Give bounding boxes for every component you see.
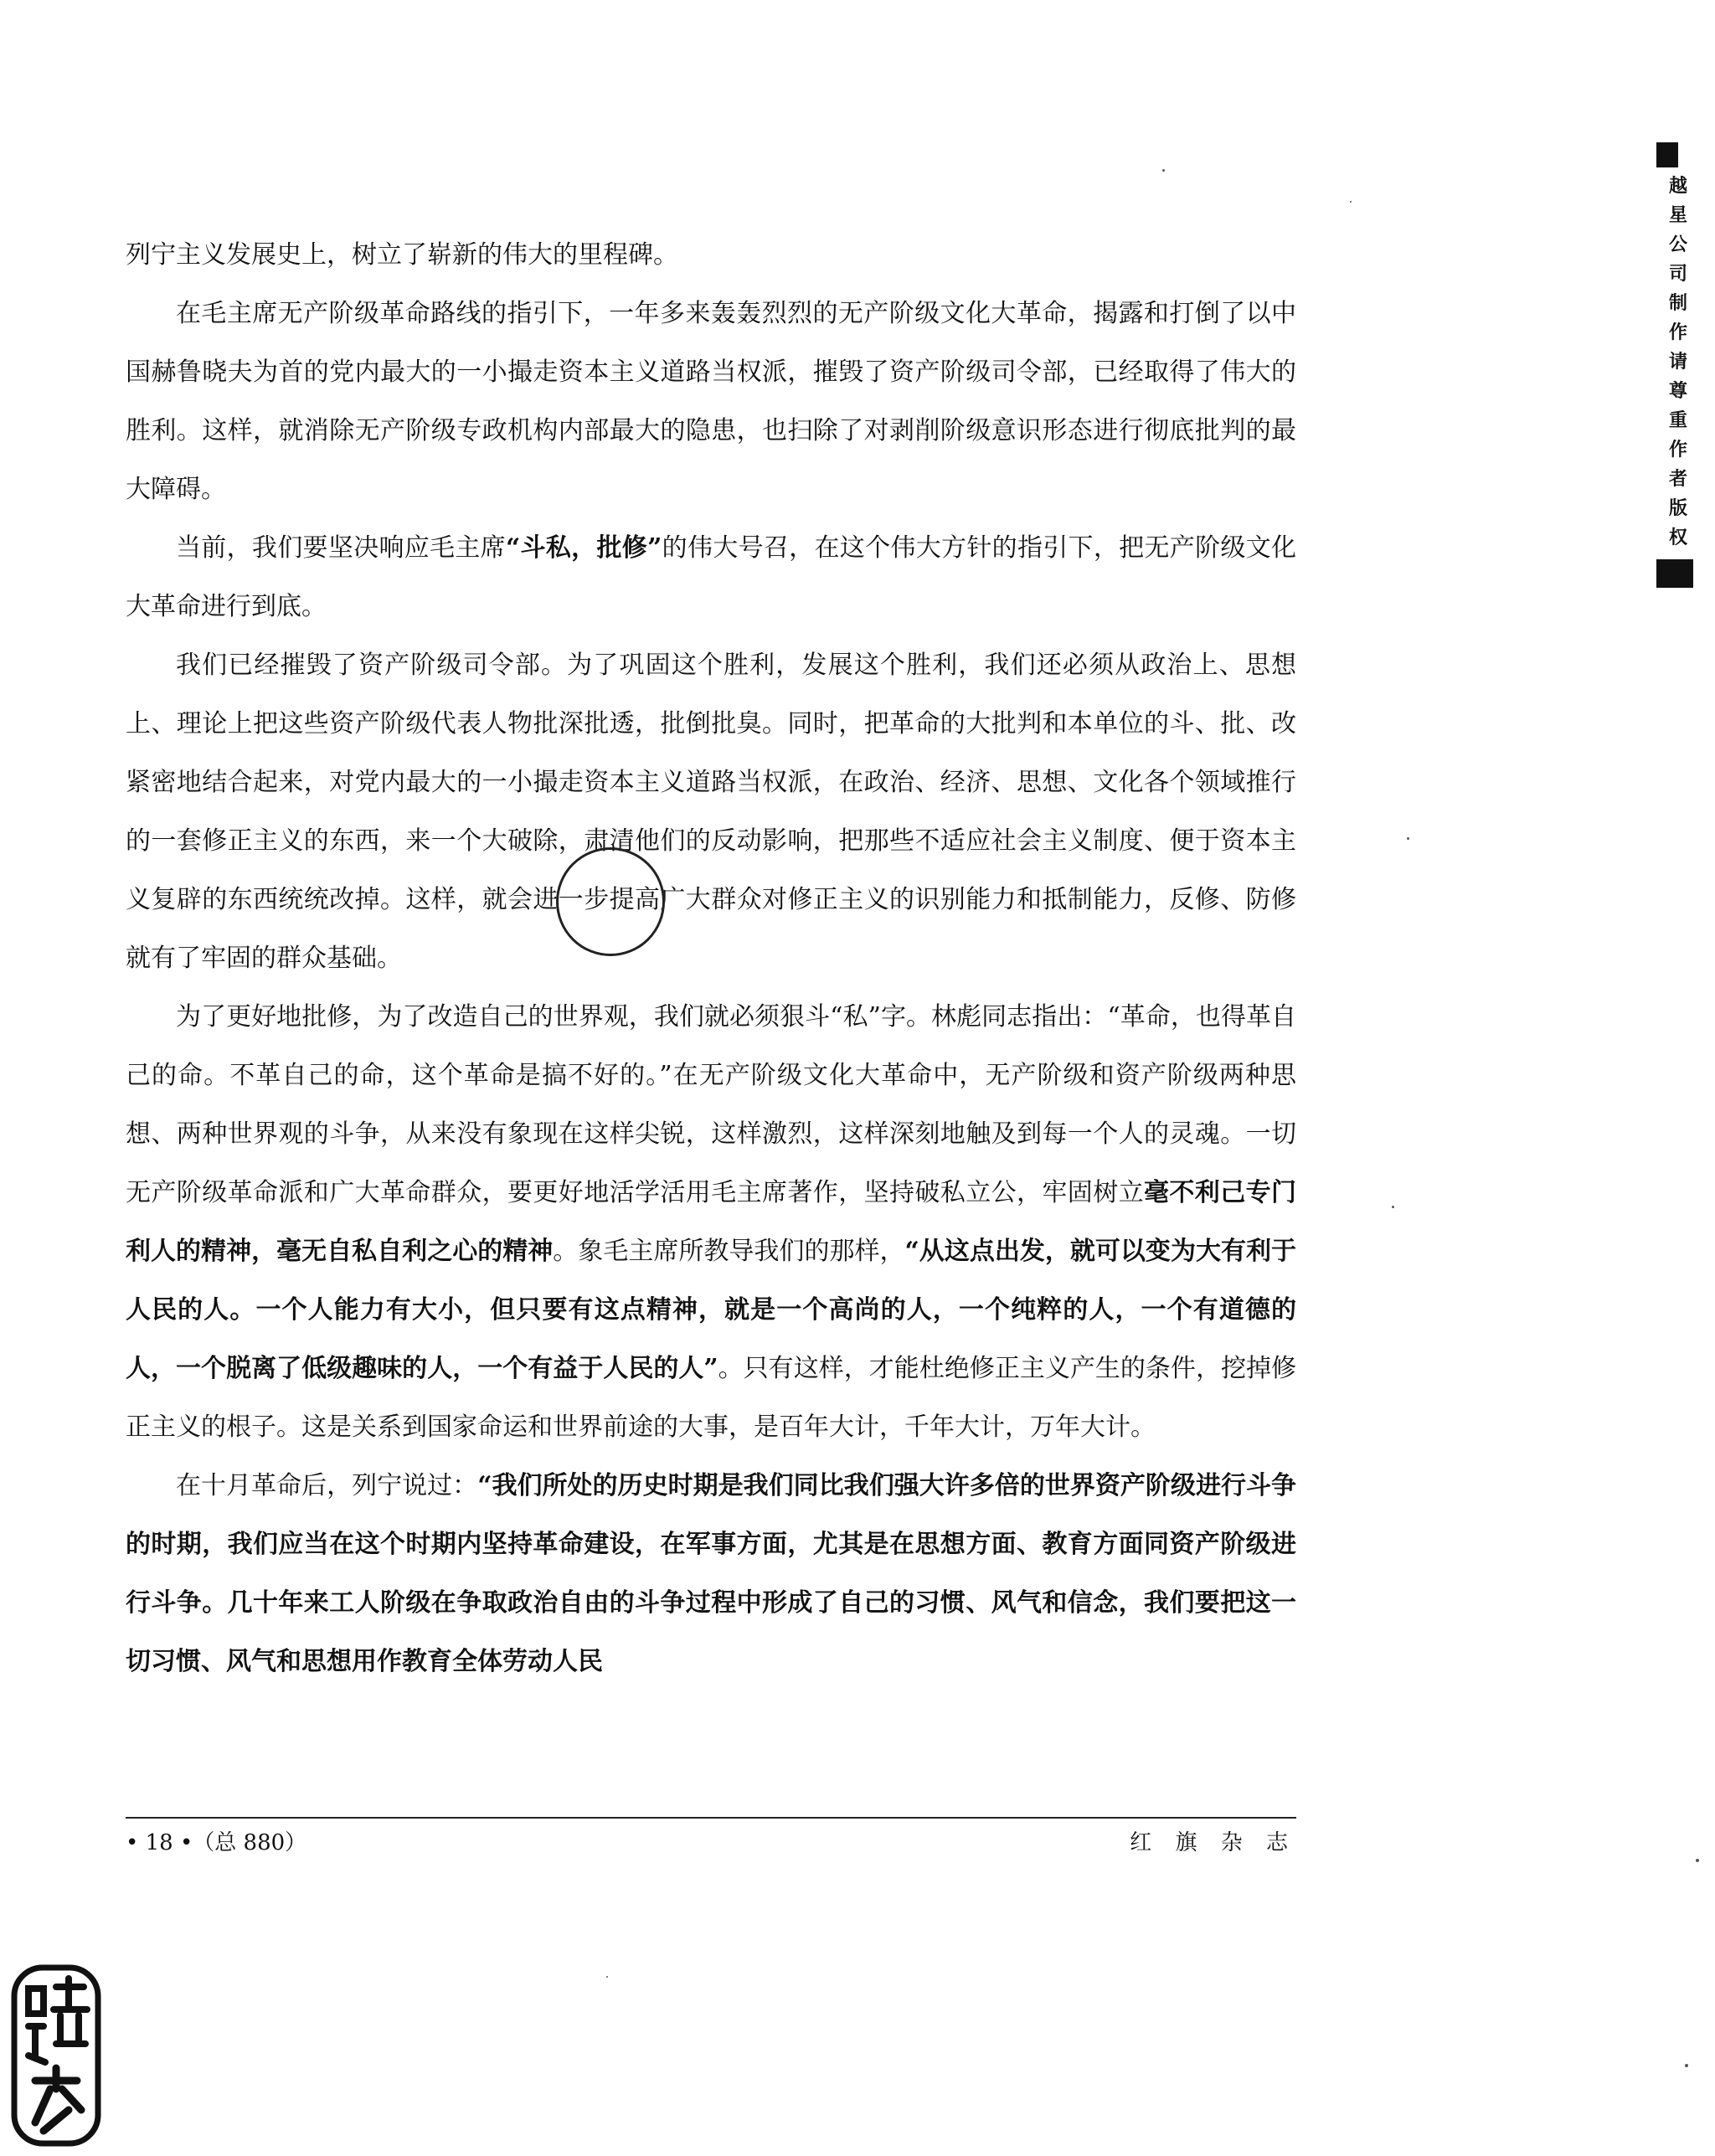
- paragraph-text: 。只有这样，才能杜绝修正主义产生的条件，挖掉修正主义的根子。这是关系到国家命运和世界前途的大事，是百年大计，千年大计，万年大计。: [126, 1354, 1296, 1442]
- watermark-bar-top: [1656, 142, 1678, 167]
- scan-speck: [1350, 201, 1352, 203]
- paragraph-text: 我们已经摧毁了资产阶级司令部。为了巩固这个胜利，发展这个胜利，我们还必须从政治上、思想上、理论上把这些资产阶级代表人物批深批透，批倒批臭。同时，把革命的大批判和本单位的斗、批、改紧密地结合起来，对党内最大的一小撮走资本主义道路当权派，在政治、经济、思想、文化各个领域推行的一套修正主义的东西，来一个大破除，肃清他们的反动影响，把那些不适应社会主义制度、便于资本主义复辟的东西统统改掉。这样，就会进一步提高广大群众对修正主义的识别能力和抵制能力，反修、防修就有了牢固的群众基础。: [126, 651, 1296, 973]
- scan-speck: [1696, 1859, 1699, 1862]
- paragraph-text: 。象毛主席所教导我们的那样，: [553, 1237, 905, 1266]
- watermark-char: 作: [1668, 440, 1687, 461]
- scan-speck: [1407, 837, 1409, 840]
- watermark-char: 星: [1668, 205, 1687, 226]
- watermark-bar-bottom: [1656, 559, 1693, 588]
- watermark-char: 公: [1668, 234, 1687, 255]
- footer-rule: [126, 1817, 1296, 1819]
- paragraph: [126, 988, 1296, 1457]
- paragraph: [126, 226, 1296, 285]
- scan-speck: [606, 1976, 608, 1978]
- paragraph-text: 在毛主席无产阶级革命路线的指引下，一年多来轰轰烈烈的无产阶级文化大革命，揭露和打倒了以中国赫鲁晓夫为首的党内最大的一小撮走资本主义道路当权派，摧毁了资产阶级司令部，已经取得了伟大的胜利。这样，就消除无产阶级专政机构内部最大的隐患，也扫除了对剥削阶级意识形态进行彻底批判的最大障碍。: [126, 299, 1296, 504]
- scan-speck: [1392, 1206, 1394, 1208]
- watermark-char: 者: [1668, 469, 1687, 490]
- journal-name: 红 旗 杂 志: [1130, 1830, 1296, 1855]
- collector-seal-stamp: [10, 1963, 102, 2148]
- paragraph-text: 在十月革命后，列宁说过：: [176, 1471, 478, 1500]
- emphasized-quote: “我们所处的历史时期是我们同比我们强大许多倍的世界资产阶级进行斗争的时期，我们应当在这个时期内坚持革命建设，在军事方面，尤其是在思想方面、教育方面同资产阶级进行斗争。几十年来工人阶级在争取政治自由的斗争过程中形成了自己的习惯、风气和信念，我们要把这一切习惯、风气和思想用作教育全体劳动人民: [126, 1471, 1296, 1676]
- paragraph: [126, 636, 1296, 988]
- paragraph: [126, 1457, 1296, 1691]
- watermark-char: 请: [1668, 352, 1687, 373]
- pen-circle-mark: [556, 847, 665, 956]
- copyright-watermark: [1661, 172, 1695, 553]
- watermark-char: 重: [1668, 410, 1687, 431]
- watermark-char: 制: [1668, 293, 1687, 314]
- paragraph-text: 列宁主义发展史上，树立了崭新的伟大的里程碑。: [126, 240, 678, 270]
- watermark-char: 司: [1668, 264, 1687, 285]
- article-body: [126, 226, 1296, 1691]
- watermark-char: 版: [1668, 498, 1687, 519]
- watermark-char: 越: [1668, 176, 1687, 197]
- paragraph: [126, 519, 1296, 636]
- scan-speck: [1685, 2064, 1688, 2067]
- paragraph-text: 当前，我们要坚决响应毛主席: [176, 533, 506, 563]
- scan-speck: [1162, 169, 1165, 172]
- emphasized-quote: “斗私，批修”: [505, 533, 662, 563]
- paragraph-text: 为了更好地批修，为了改造自己的世界观，我们就必须狠斗“私”字。林彪同志指出：“革命，也得革自己的命。不革自己的命，这个革命是搞不好的。”在无产阶级文化大革命中，无产阶级和资产阶级两种思想、两种世界观的斗争，从来没有象现在这样尖锐，这样激烈，这样深刻地触及到每一个人的灵魂。一切无产阶级革命派和广大革命群众，要更好地活学活用毛主席著作，坚持破私立公，牢固树立: [126, 1002, 1296, 1207]
- emphasized-quote: 毫不利己专门利人的精神，毫无自私自利之心的精神: [126, 1178, 1297, 1266]
- page-number: • 18 •（总 880）: [126, 1830, 307, 1855]
- watermark-char: 作: [1668, 322, 1687, 343]
- paragraph: [126, 285, 1296, 519]
- paragraph-text: 的伟大号召，在这个伟大方针的指引下，把无产阶级文化大革命进行到底。: [126, 533, 1297, 621]
- watermark-char: 尊: [1668, 381, 1687, 402]
- watermark-char: 权: [1668, 527, 1687, 548]
- emphasized-quote: “从这点出发，就可以变为大有利于人民的人。一个人能力有大小，但只要有这点精神，就是一个高尚的人，一个纯粹的人，一个有道德的人，一个脱离了低级趣味的人，一个有益于人民的人”: [126, 1237, 1297, 1383]
